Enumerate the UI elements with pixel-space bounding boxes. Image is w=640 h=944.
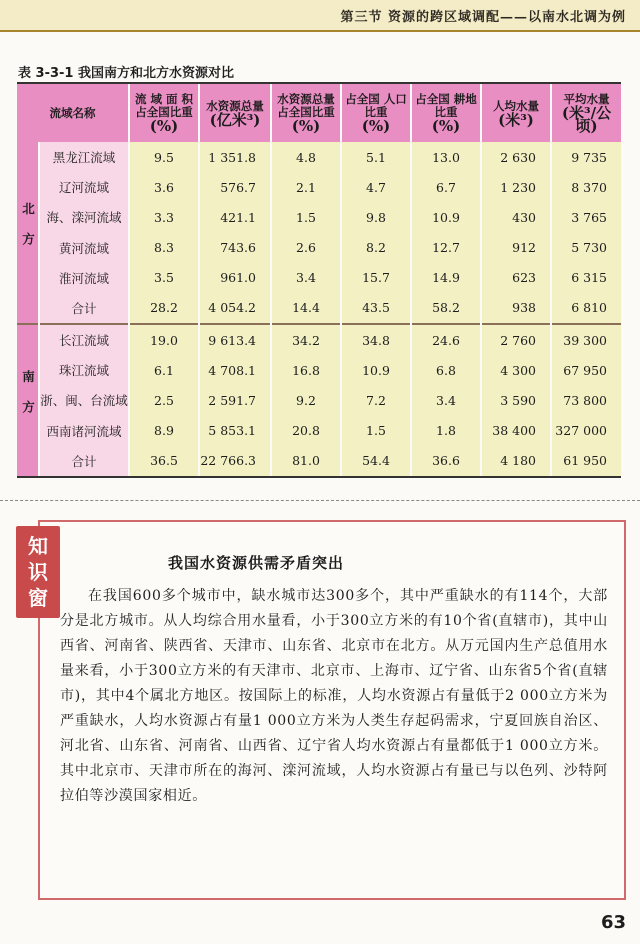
basin-name: 浙、闽、台流域 — [39, 385, 129, 415]
table-cell: 73 800 — [551, 385, 621, 415]
table-cell: 2.5 — [129, 385, 199, 415]
knowledge-body: 在我国600多个城市中，缺水城市达300多个，其中严重缺水的有114个，大部分是北方城市。从人均综合用水量看，小于300立方米的有10个省(直辖市)，其中山西省、河南省、陕西省、天津市、山东省、北京市在北方。从万元国内生产总值用水量来看，小于300立方米的有天津市、北京市、上海市、辽宁省、山东省5个省(直辖市)，其中4个属北方地区。按国际上的标准，人均水资源占有量低于2 000立方米为严重缺水，人均水资源占有量1 000立方米为人类生存起码需求，宁夏回族自治区、河北省、山东省、河南省、山西省、辽宁省人均水资源占有量都低于1 000立方米。其中北京市、天津市所在的海河、滦河流域，人均水资源占有量已与以色列、沙特阿拉伯等沙漠国家相近。 — [60, 588, 608, 804]
table-cell: 8.2 — [341, 233, 411, 263]
table-cell: 4 708.1 — [199, 355, 271, 385]
table-cell: 421.1 — [199, 202, 271, 232]
table-caption: 表 3-3-1 我国南方和北方水资源对比 — [18, 66, 234, 81]
table-cell: 576.7 — [199, 172, 271, 202]
header-band — [0, 0, 640, 32]
table-cell: 14.4 — [271, 293, 341, 324]
table-cell: 15.7 — [341, 263, 411, 293]
table-cell: 3.3 — [129, 202, 199, 232]
basin-name: 淮河流域 — [39, 263, 129, 293]
table-row — [17, 355, 621, 385]
table-cell: 3 590 — [481, 385, 551, 415]
table-row — [17, 446, 621, 476]
basin-name: 长江流域 — [39, 324, 129, 355]
table-cell: 4 300 — [481, 355, 551, 385]
table-cell: 9.5 — [129, 142, 199, 172]
table-cell: 67 950 — [551, 355, 621, 385]
table-cell: 22 766.3 — [199, 446, 271, 476]
column-header: 水资源总量 (亿米³) — [199, 84, 271, 142]
knowledge-tag-char: 窗 — [28, 586, 48, 610]
table-cell: 43.5 — [341, 293, 411, 324]
table-cell: 4.7 — [341, 172, 411, 202]
table-cell: 6.8 — [411, 355, 481, 385]
table-cell: 430 — [481, 202, 551, 232]
table-cell: 4 180 — [481, 446, 551, 476]
table-cell: 39 300 — [551, 324, 621, 355]
table-cell: 1.5 — [341, 416, 411, 446]
table-cell: 1.8 — [411, 416, 481, 446]
table-cell: 9.2 — [271, 385, 341, 415]
basin-name: 合计 — [39, 446, 129, 476]
table-cell: 16.8 — [271, 355, 341, 385]
table-cell: 623 — [481, 263, 551, 293]
basin-name: 西南诸河流域 — [39, 416, 129, 446]
table-cell: 34.2 — [271, 324, 341, 355]
column-header: 水资源总量 占全国比重 (%) — [271, 84, 341, 142]
table-cell: 912 — [481, 233, 551, 263]
column-header: 流域名称 — [17, 84, 129, 142]
basin-name: 合计 — [39, 293, 129, 324]
column-header: 占全国 人口比重 (%) — [341, 84, 411, 142]
basin-name: 海、滦河流域 — [39, 202, 129, 232]
water-resource-table — [17, 82, 621, 478]
table-cell: 8 370 — [551, 172, 621, 202]
table-cell: 14.9 — [411, 263, 481, 293]
table-cell: 6.7 — [411, 172, 481, 202]
table-row — [17, 172, 621, 202]
table-cell: 7.2 — [341, 385, 411, 415]
table-cell: 3 765 — [551, 202, 621, 232]
basin-name: 珠江流域 — [39, 355, 129, 385]
table-cell: 3.4 — [271, 263, 341, 293]
table-row — [17, 233, 621, 263]
table-cell: 3.5 — [129, 263, 199, 293]
table-cell: 2 591.7 — [199, 385, 271, 415]
table-cell: 58.2 — [411, 293, 481, 324]
table-cell: 8.9 — [129, 416, 199, 446]
column-header: 流 域 面 积 占全国比重 (%) — [129, 84, 199, 142]
region-label: 北方 — [17, 142, 39, 324]
basin-name: 黄河流域 — [39, 233, 129, 263]
table-cell: 3.6 — [129, 172, 199, 202]
table-row — [17, 263, 621, 293]
knowledge-tag — [16, 526, 60, 618]
table-cell: 13.0 — [411, 142, 481, 172]
table-cell: 9 613.4 — [199, 324, 271, 355]
table-cell: 1 230 — [481, 172, 551, 202]
table-cell: 10.9 — [411, 202, 481, 232]
table-cell: 28.2 — [129, 293, 199, 324]
table-cell: 54.4 — [341, 446, 411, 476]
table-body — [17, 142, 621, 476]
knowledge-title: 我国水资源供需矛盾突出 — [168, 554, 345, 572]
table-row — [17, 293, 621, 324]
table-cell: 2.1 — [271, 172, 341, 202]
table-cell: 8.3 — [129, 233, 199, 263]
table-cell: 9 735 — [551, 142, 621, 172]
table-row — [17, 416, 621, 446]
table-cell: 1.5 — [271, 202, 341, 232]
section-divider — [0, 500, 640, 501]
table-cell: 743.6 — [199, 233, 271, 263]
table-cell: 36.6 — [411, 446, 481, 476]
table-cell: 5 730 — [551, 233, 621, 263]
running-title: 第三节 资源的跨区域调配——以南水北调为例 — [340, 10, 626, 25]
knowledge-tag-char: 识 — [28, 560, 48, 584]
table-row — [17, 385, 621, 415]
table-cell: 961.0 — [199, 263, 271, 293]
table-cell: 2 630 — [481, 142, 551, 172]
table-cell: 12.7 — [411, 233, 481, 263]
basin-name: 辽河流域 — [39, 172, 129, 202]
table-row — [17, 142, 621, 172]
table-cell: 6 315 — [551, 263, 621, 293]
table-cell: 20.8 — [271, 416, 341, 446]
column-header: 平均水量 (米³/公顷) — [551, 84, 621, 142]
table-cell: 3.4 — [411, 385, 481, 415]
table-cell: 2 760 — [481, 324, 551, 355]
table-cell: 81.0 — [271, 446, 341, 476]
region-label: 南方 — [17, 324, 39, 476]
table-cell: 6.1 — [129, 355, 199, 385]
basin-name: 黑龙江流域 — [39, 142, 129, 172]
page-number: 63 — [600, 912, 626, 933]
table-cell: 5.1 — [341, 142, 411, 172]
table-row — [17, 202, 621, 232]
table-cell: 4.8 — [271, 142, 341, 172]
table-cell: 34.8 — [341, 324, 411, 355]
table-cell: 38 400 — [481, 416, 551, 446]
table-cell: 9.8 — [341, 202, 411, 232]
table-cell: 61 950 — [551, 446, 621, 476]
table-cell: 19.0 — [129, 324, 199, 355]
table-cell: 2.6 — [271, 233, 341, 263]
table-cell: 6 810 — [551, 293, 621, 324]
table-cell: 36.5 — [129, 446, 199, 476]
column-header: 人均水量 (米³) — [481, 84, 551, 142]
table-header-row — [17, 84, 621, 142]
table-cell: 4 054.2 — [199, 293, 271, 324]
table-cell: 24.6 — [411, 324, 481, 355]
table-row — [17, 324, 621, 355]
table-cell: 1 351.8 — [199, 142, 271, 172]
column-header: 占全国 耕地比重 (%) — [411, 84, 481, 142]
table-cell: 327 000 — [551, 416, 621, 446]
table-cell: 5 853.1 — [199, 416, 271, 446]
table-cell: 938 — [481, 293, 551, 324]
table-cell: 10.9 — [341, 355, 411, 385]
knowledge-tag-char: 知 — [28, 534, 48, 558]
